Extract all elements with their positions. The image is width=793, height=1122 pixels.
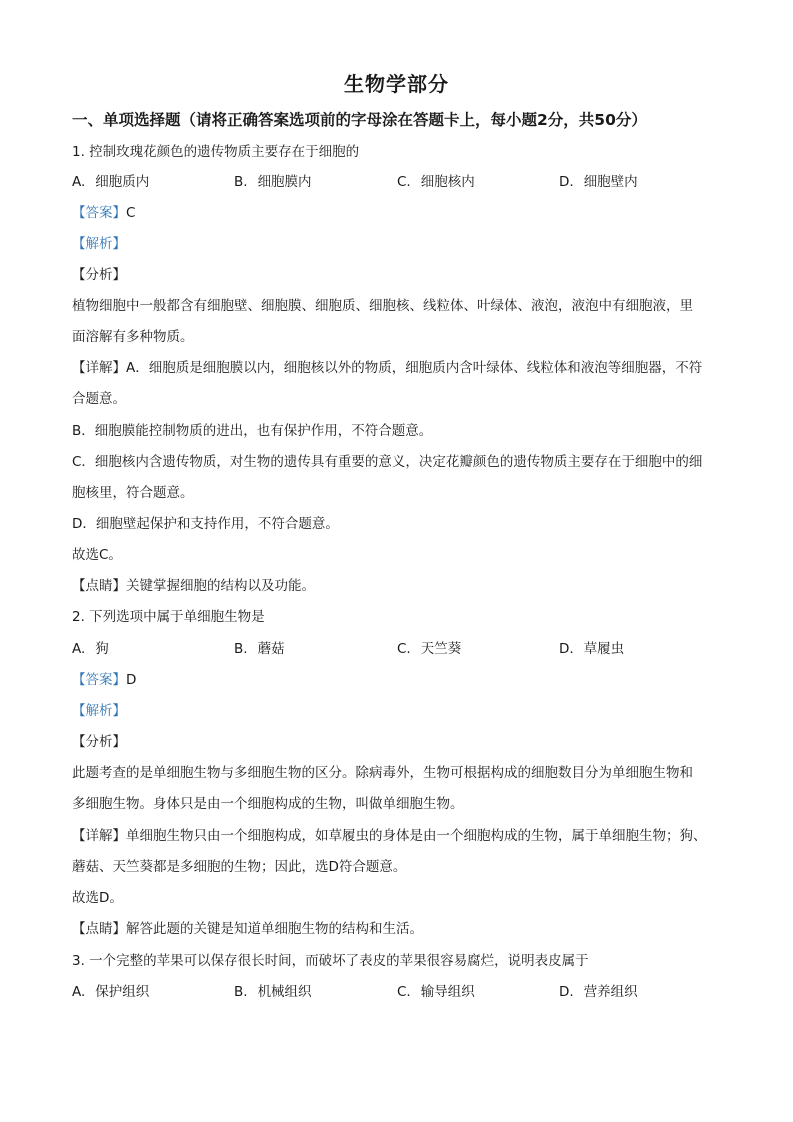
question-2-options	[72, 639, 727, 659]
xiangjie-line: 【详解】单细胞生物只由一个细胞构成，如草履虫的身体是由一个细胞构成的生物，属于单细胞生物；狗、	[72, 828, 707, 844]
option-a[interactable]: A. 保护组织	[72, 984, 150, 1000]
explanation-c: C．细胞核内含遗传物质，对生物的遗传具有重要的意义，决定花瓣颜色的遗传物质主要存在于细胞中的细	[72, 454, 703, 470]
option-d[interactable]: D. 营养组织	[559, 984, 638, 1000]
fenxi-text: 此题考查的是单细胞生物与多细胞生物的区分。除病毒外，生物可根据构成的细胞数目分为单细胞生物和	[72, 765, 693, 781]
fenxi-text: 植物细胞中一般都含有细胞壁、细胞膜、细胞质、细胞核、线粒体、叶绿体、液泡，液泡中有细胞液，里	[72, 298, 693, 314]
fenxi-label: 【分析】	[72, 734, 126, 750]
option-a[interactable]: A. 狗	[72, 641, 109, 657]
option-c[interactable]: C. 细胞核内	[397, 174, 475, 190]
option-b[interactable]: B. 细胞膜内	[234, 174, 312, 190]
option-d[interactable]: D. 细胞壁内	[559, 174, 638, 190]
answer-line	[72, 203, 727, 223]
fenxi-label: 【分析】	[72, 267, 126, 283]
analysis-label: 【解析】	[72, 236, 126, 252]
fenxi-text: 面溶解有多种物质。	[72, 329, 194, 345]
option-c[interactable]: C. 输导组织	[397, 984, 475, 1000]
dianjing-line: 【点睛】解答此题的关键是知道单细胞生物的结构和生活。	[72, 921, 423, 937]
dianjing-line: 【点睛】关键掌握细胞的结构以及功能。	[72, 578, 315, 594]
explanation-c: 胞核里，符合题意。	[72, 485, 194, 501]
xiangjie-label: 【详解】	[72, 360, 126, 376]
question-3-stem: 3. 一个完整的苹果可以保存很长时间，而破坏了表皮的苹果很容易腐烂，说明表皮属于	[72, 953, 589, 969]
option-b[interactable]: B. 蘑菇	[234, 641, 285, 657]
xiangjie-text: 合题意。	[72, 391, 126, 407]
question-3-options	[72, 982, 727, 1002]
question-1-options	[72, 172, 727, 192]
answer-value: D	[126, 672, 137, 688]
dianjing-label: 【点睛】	[72, 921, 126, 937]
option-b[interactable]: B. 机械组织	[234, 984, 312, 1000]
conclusion: 故选D。	[72, 890, 123, 906]
analysis-label: 【解析】	[72, 703, 126, 719]
explanation-b: B．细胞膜能控制物质的进出，也有保护作用，不符合题意。	[72, 423, 433, 439]
page-title: 生物学部分	[344, 72, 449, 96]
option-d[interactable]: D. 草履虫	[559, 641, 625, 657]
xiangjie-label: 【详解】	[72, 828, 126, 844]
option-a[interactable]: A. 细胞质内	[72, 174, 150, 190]
answer-value: C	[126, 205, 136, 221]
option-c[interactable]: C. 天竺葵	[397, 641, 462, 657]
fenxi-text: 多细胞生物。身体只是由一个细胞构成的生物，叫做单细胞生物。	[72, 796, 464, 812]
answer-line	[72, 670, 727, 690]
xiangjie-text: 蘑菇、天竺葵都是多细胞的生物；因此，选D符合题意。	[72, 859, 407, 875]
explanation-d: D．细胞壁起保护和支持作用，不符合题意。	[72, 516, 339, 532]
answer-label: 【答案】	[72, 205, 126, 221]
dianjing-label: 【点睛】	[72, 578, 126, 594]
section-heading: 一、单项选择题（请将正确答案选项前的字母涂在答题卡上，每小题2分，共50分）	[72, 111, 647, 129]
xiangjie-line: 【详解】A．细胞质是细胞膜以内，细胞核以外的物质，细胞质内含叶绿体、线粒体和液泡等细胞器，不符	[72, 360, 703, 376]
question-2-stem: 2. 下列选项中属于单细胞生物是	[72, 609, 265, 625]
question-1-stem: 1. 控制玫瑰花颜色的遗传物质主要存在于细胞的	[72, 144, 360, 160]
answer-label: 【答案】	[72, 672, 126, 688]
conclusion: 故选C。	[72, 547, 122, 563]
